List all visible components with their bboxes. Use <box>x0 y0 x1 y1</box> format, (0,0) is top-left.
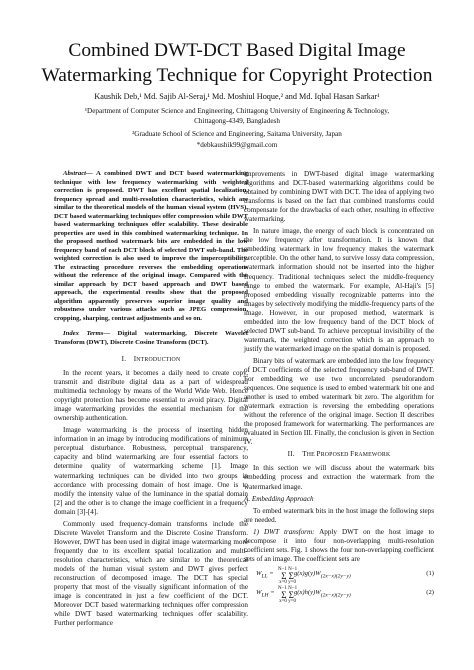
section-number: I. <box>121 355 127 363</box>
equation-1-subscript: LL <box>261 573 268 580</box>
section-title-letter: P <box>316 450 321 459</box>
section-heading-proposed-framework <box>244 450 434 460</box>
title-line-2: Watermarking Technique for Copyright Protection <box>41 65 433 86</box>
index-terms-lead: Index Terms— <box>63 330 111 337</box>
step-1-paragraph <box>244 528 434 564</box>
title-line-1: Combined DWT-DCT Based Digital Image <box>68 40 406 61</box>
equation-1-rhs <box>294 569 351 581</box>
equation-2-term-subscript: (2x−x)(2y−y) <box>320 592 351 599</box>
subsection-heading-embedding: A. Embedding Approach <box>244 494 314 503</box>
affiliation-1 <box>20 107 454 126</box>
right-paragraph-2: In nature image, the energy of each block is concentrated on the low frequency after transformation. It is known that embedding watermark in low frequency makes the watermark perceptible. On the other hand, to survive lossy data compression, watermark information should not be inserted into the higher frequency. Traditional techniques select the middle-frequency range to embed the watermark. For example, Al-Haji's [5] proposed embedding visually recognizable patterns into the images by selectively modifying the middle-frequency parts of the image. However, in our proposed method, watermark is embedded into the low frequency band of the DCT block of selected DWT sub-band. To achieve perceptual invisibility of the watermark, the weighted correction which is an approach to justify the watermarked image on the spatial domain is proposed. <box>244 227 434 353</box>
index-terms <box>54 330 248 347</box>
abstract-lead: Abstract— <box>63 170 93 177</box>
abstract-body: A combined DWT and DCT based watermarking technique with low frequency watermarking with weighted correction is proposed. DWT has excellent spatial localization, frequency spread and multi-resolution characteristics, which are similar to the theoretical models of the human visual system (HVS). DCT based watermarking techniques offer compression while DWT based watermarking techniques offer scalability. These desirable properties are used in this combined watermarking technique. In the proposed method watermark bits are embedded in the low frequency band of each DCT block of selected DWT sub-band. The weighted correction is also used to improve the imperceptibility. The extracting procedure reverses the embedding operations without the reference of the original image. Compared with the similar approach by DCT based approach and DWT based approach, the experimental results show that the proposed algorithm apparently preserves superior image quality and robustness under various attacks such as JPEG compression, cropping, sharping, contrast adjustments and so on. <box>54 170 248 322</box>
sum-upper-limit: N−1 N−1 <box>278 566 298 572</box>
section-title-rest: NTRODUCTION <box>136 357 181 363</box>
equation-1-term: g(x)g(y)W <box>294 569 321 577</box>
section-title-part: RAMEWORK <box>354 452 391 459</box>
paper-title <box>20 38 454 88</box>
framework-paragraph-1: In this section we will discuss about the watermark bits embedding process and extraction the watermark from the watermarked image. <box>244 464 434 491</box>
sum-lower-limit: x=0 y=0 <box>279 598 296 604</box>
equation-2-rhs <box>294 588 351 600</box>
author-list: Kaushik Deb,¹ Md. Sajib Al-Seraj,¹ Md. Moshiul Hoque,² and Md. Iqbal Hasan Sarkar¹ <box>94 92 380 101</box>
equation-2 <box>244 586 434 604</box>
section-title-part: HE <box>306 452 317 459</box>
equation-1-lhs: $W_{LL}$ = <box>256 569 274 580</box>
section-heading-introduction <box>54 355 248 365</box>
left-column <box>54 170 248 631</box>
intro-paragraph-3: Commonly used frequency-domain transforms include the Discrete Wavelet Transform and the Discrete Cosine Transform. However, DWT has been used in digital image watermarking more frequently due to its excellent spatial localization and multi-resolution characteristics, which are similar to the theoretical models of the human visual system and DWT gives perfect reconstruction of decomposed image. The DCT has special property that most of the visually significant information of the image is concentrated in just a few coefficient of the DCT. Moreover DCT based watermarking techniques offer compression while DWT based watermarking techniques offer scalability. Further performance <box>54 519 248 628</box>
equation-1 <box>244 567 434 585</box>
equation-2-subscript: LH <box>261 592 269 599</box>
embedding-paragraph-1: To embed watermark bits in the host image the following steps are needed. <box>244 506 434 524</box>
sum-upper-limit: N−1 N−1 <box>278 585 298 591</box>
equation-2-symbol: W <box>256 588 262 596</box>
sum-lower-limit: x=0 y=0 <box>279 579 296 585</box>
corresponding-email: *debkaushik99@gmail.com <box>196 141 278 149</box>
right-paragraph-3: Binary bits of watermark are embedded into the low frequency of DCT coefficients of the selected frequency sub-band of DWT. For embedding we use two uncorrelated pseudorandom sequences. One sequence is used to embed watermark bit one and another is used to embed watermark bit zero. The algorithm for watermark extraction is reversing the embedding operations without the reference of the original image. Section II describes the proposed framework for watermarking. The performances are evaluated in Section III. Finally, the conclusion is given in Section IV. <box>244 356 434 447</box>
section-title-letter: T <box>302 450 307 459</box>
affiliation-1-line-1: ¹Department of Computer Science and Engineering, Chittagong University of Engineering & Technology, <box>84 107 390 115</box>
affiliation-2: ²Graduate School of Science and Engineering, Saitama University, Japan <box>132 130 342 138</box>
section-title-part: ROPOSED <box>320 452 351 459</box>
equation-2-term: g(x)h(y)W <box>294 588 321 596</box>
equation-2-sum: N−1 N−1 Σ Σ x=0 y=0 <box>278 585 298 604</box>
equation-1-symbol: W <box>256 569 262 577</box>
step-1-lead: 1) DWT transform: <box>253 527 315 536</box>
affiliation-1-line-2: Chittagong-4349, Bangladesh <box>194 116 280 125</box>
right-column <box>244 170 434 605</box>
step-1-body: Apply DWT on the host image to decompose it into four non-overlapping multi-resolution coefficient sets. Fig. 1 shows the four non-overlapping coefficient sets of an image. The coefficient sets are <box>244 527 435 563</box>
right-paragraph-1: improvements in DWT-based digital image watermarking algorithms and DCT-based watermarking algorithms could be obtained by combining DWT with DCT. The idea of applying two transforms is based on the fact that combined transforms could compensate for the drawbacks of each other, resulting in effective watermarking. <box>244 170 434 224</box>
intro-paragraph-1: In the recent years, it becomes a daily need to create copy, transmit and distribute digital data as a part of widespread multimedia technology by means of the World Wide Web. Hence copyright protection has become essential to avoid piracy. Digital image watermarking provides the essential mechanism for the ownership authentication. <box>54 369 248 423</box>
equation-1-sum: N−1 N−1 Σ Σ x=0 y=0 <box>278 566 298 585</box>
equation-2-lhs: $W_{LH}$ = <box>256 588 275 599</box>
equation-1-term-subscript: (2x−x)(2y−y) <box>320 573 351 580</box>
index-terms-body: Digital watermarking, Discrete Wavelet Transform (DWT), Discrete Cosine Transform (DCT). <box>54 330 249 346</box>
section-number: II. <box>287 450 295 459</box>
intro-paragraph-2: Image watermarking is the process of inserting hidden information in an image by introducing modifications of minimum perceptual disturbance. Robustness, perceptual transparency, capacity and blind watermarking are four essential factors to determine quality of watermarking scheme [1]. Image watermarking techniques can be divided into two groups in accordance with processing domain of host image. One is to modify the intensity value of the luminance in the spatial domain [2] and the other is to change the image coefficient in a frequency domain [3]-[4]. <box>54 426 248 516</box>
equation-1-number: (1) <box>426 569 434 577</box>
abstract <box>54 170 248 323</box>
equation-2-number: (2) <box>426 588 434 596</box>
section-title-first: I <box>133 355 137 363</box>
section-title-letter: F <box>350 450 355 459</box>
